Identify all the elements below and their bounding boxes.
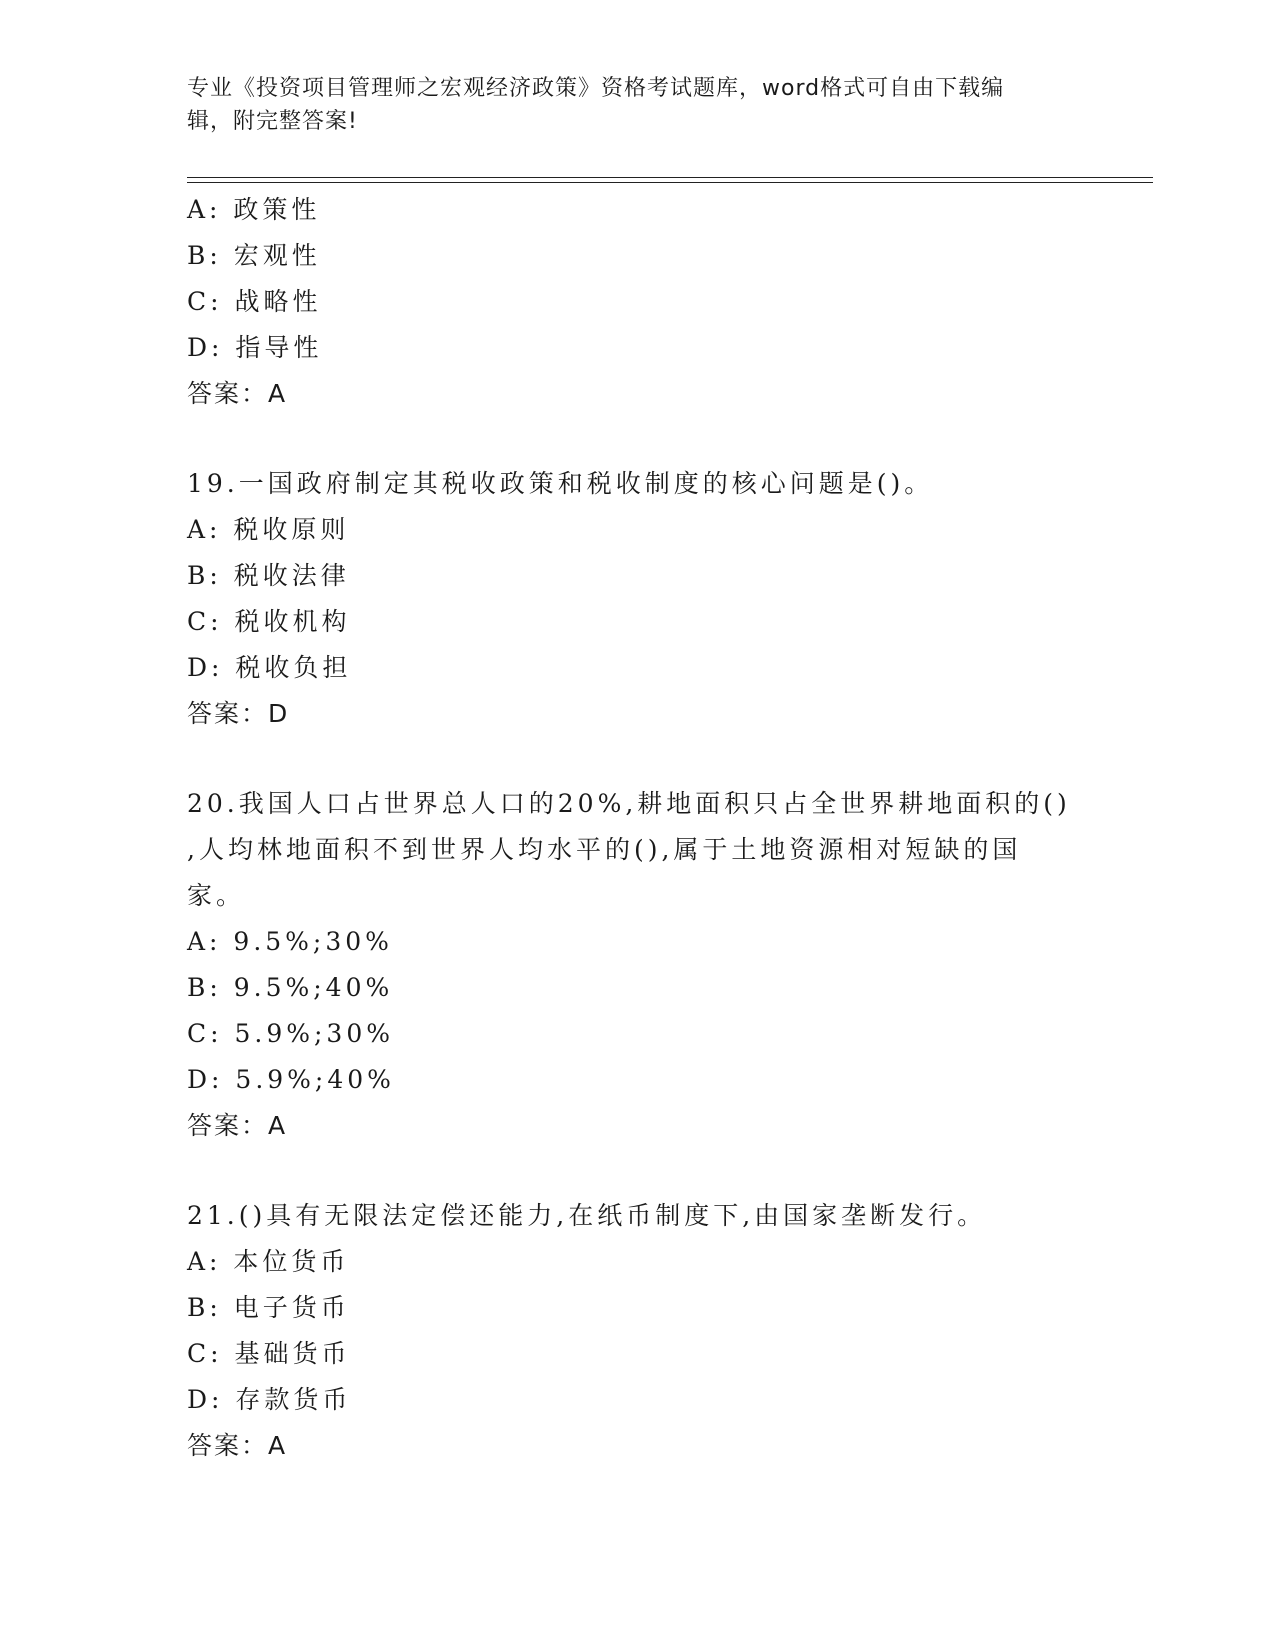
option-d: D: 税收负担 <box>187 653 352 682</box>
question-block-20 <box>187 781 1087 1149</box>
question-body <box>187 187 1087 1469</box>
header-line-2: 辑，附完整答案! <box>187 109 358 134</box>
option-c: C: 5.9%;30% <box>187 1019 395 1048</box>
option-a: A: 税收原则 <box>187 515 350 544</box>
header-line-1: 专业《投资项目管理师之宏观经济政策》资格考试题库，word格式可自由下载编 <box>187 76 1005 101</box>
header-divider-top <box>187 177 1153 178</box>
option-a: A: 政策性 <box>187 195 321 224</box>
question-block-19 <box>187 461 1087 737</box>
answer-line: 答案：A <box>187 1431 288 1460</box>
question-text: 21.()具有无限法定偿还能力,在纸币制度下,由国家垄断发行。 <box>187 1201 987 1230</box>
option-d: D: 5.9%;40% <box>187 1065 395 1094</box>
option-b: B: 电子货币 <box>187 1293 350 1322</box>
option-c: C: 税收机构 <box>187 607 351 636</box>
question-text-line-2: ,人均林地面积不到世界人均水平的(),属于土地资源相对短缺的国 <box>187 835 1022 864</box>
question-block-21 <box>187 1193 1087 1469</box>
option-b: B: 9.5%;40% <box>187 973 394 1002</box>
option-c: C: 战略性 <box>187 287 322 316</box>
question-text-line-1: 20.我国人口占世界总人口的20%,耕地面积只占全世界耕地面积的() <box>187 789 1071 818</box>
question-text-line-3: 家。 <box>187 881 246 910</box>
option-a: A: 9.5%;30% <box>187 927 393 956</box>
option-d: D: 存款货币 <box>187 1385 352 1414</box>
answer-line: 答案：D <box>187 699 290 728</box>
header-divider-bottom <box>187 182 1153 183</box>
question-block-18 <box>187 187 1087 417</box>
answer-line: 答案：A <box>187 379 288 408</box>
option-d: D: 指导性 <box>187 333 323 362</box>
option-a: A: 本位货币 <box>187 1247 350 1276</box>
document-header <box>187 72 1067 138</box>
option-b: B: 税收法律 <box>187 561 350 590</box>
option-c: C: 基础货币 <box>187 1339 351 1368</box>
answer-line: 答案：A <box>187 1111 288 1140</box>
option-b: B: 宏观性 <box>187 241 321 270</box>
question-text: 19.一国政府制定其税收政策和税收制度的核心问题是()。 <box>187 469 934 498</box>
